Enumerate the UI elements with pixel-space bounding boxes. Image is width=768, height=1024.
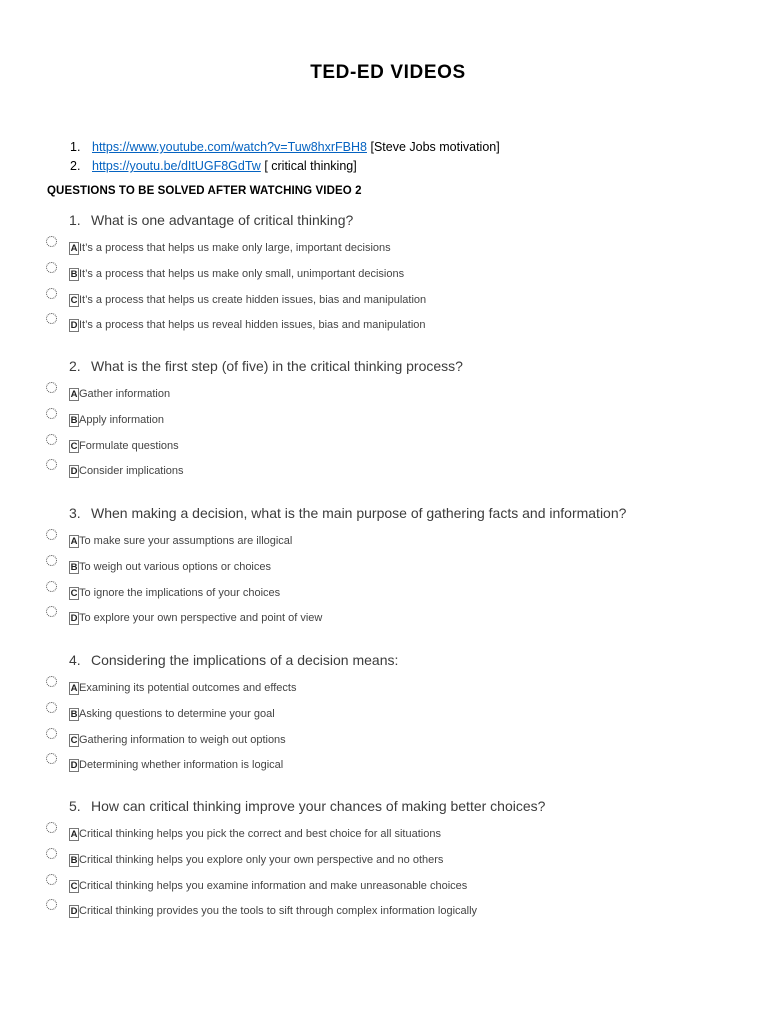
option-text: It’s a process that helps us reveal hidden issues, bias and manipulation: [79, 319, 426, 332]
option-text: Critical thinking provides you the tools to sift through complex information logically: [79, 905, 478, 918]
option-letter: B: [70, 414, 78, 426]
option-letter: A: [70, 829, 78, 840]
radio-button[interactable]: [46, 408, 57, 419]
radio-button[interactable]: [46, 581, 57, 592]
option-text: It’s a process that helps us make only large, important decisions: [79, 242, 391, 254]
video-item: [70, 157, 500, 176]
option-text: Examining its potential outcomes and effects: [79, 682, 297, 694]
option-text: Formulate questions: [79, 439, 179, 452]
option-letter: A: [70, 683, 78, 694]
question-text: 1. What is one advantage of critical thinking?: [69, 212, 354, 228]
question-2: [46, 355, 746, 493]
radio-button[interactable]: [46, 529, 57, 540]
option-letter: B: [70, 708, 78, 720]
question-text: 2. What is the first step (of five) in the critical thinking process?: [69, 358, 463, 374]
radio-button[interactable]: [46, 848, 57, 859]
option-text: Asking questions to determine your goal: [79, 707, 275, 720]
option-letter: D: [70, 906, 78, 918]
option-text: It’s a process that helps us make only small, unimportant decisions: [79, 267, 405, 280]
section-heading: QUESTIONS TO BE SOLVED AFTER WATCHING VIDEO 2: [47, 185, 362, 197]
option-letter: A: [70, 536, 78, 547]
radio-button[interactable]: [46, 753, 57, 764]
option-letter: C: [70, 440, 78, 452]
radio-button[interactable]: [46, 262, 57, 273]
question-text: 5. How can critical thinking improve your chances of making better choices?: [69, 798, 546, 814]
option-text: Apply information: [79, 413, 164, 426]
answer-option: [46, 761, 746, 787]
radio-button[interactable]: [46, 236, 57, 247]
question-5: [46, 795, 746, 933]
option-letter: D: [70, 760, 78, 772]
option-text: To ignore the implications of your choices: [79, 586, 281, 599]
video-note: [Steve Jobs motivation]: [367, 140, 500, 154]
question-text: 3. When making a decision, what is the main purpose of gathering facts and information?: [69, 505, 627, 521]
answer-option: [46, 614, 746, 640]
video-link[interactable]: https://youtu.be/dItUGF8GdTw: [92, 159, 261, 173]
option-letter: A: [70, 389, 78, 400]
question-1: [46, 209, 746, 347]
radio-button[interactable]: [46, 606, 57, 617]
radio-button[interactable]: [46, 702, 57, 713]
option-letter: B: [70, 268, 78, 280]
video-note: [ critical thinking]: [260, 159, 357, 173]
question-text: 4. Considering the implications of a decision means:: [69, 652, 399, 668]
radio-button[interactable]: [46, 899, 57, 910]
radio-button[interactable]: [46, 459, 57, 470]
option-text: To weigh out various options or choices: [79, 560, 271, 573]
option-text: Critical thinking helps you pick the correct and best choice for all situations: [79, 828, 441, 840]
radio-button[interactable]: [46, 434, 57, 445]
radio-button[interactable]: [46, 382, 57, 393]
option-text: It’s a process that helps us create hidden issues, bias and manipulation: [79, 293, 427, 306]
radio-button[interactable]: [46, 676, 57, 687]
option-letter: C: [70, 734, 78, 746]
question-4: [46, 649, 746, 787]
video-list: [70, 138, 500, 176]
answer-option: [46, 321, 746, 347]
answer-option: [46, 467, 746, 493]
answer-option: [46, 907, 746, 933]
option-letter: C: [70, 294, 78, 306]
radio-button[interactable]: [46, 313, 57, 324]
page-title: TED-ED VIDEOS: [310, 62, 466, 83]
video-number: 2.: [70, 159, 81, 173]
option-text: Critical thinking helps you explore only your own perspective and no others: [79, 853, 444, 866]
option-letter: C: [70, 880, 78, 892]
radio-button[interactable]: [46, 288, 57, 299]
option-letter: B: [70, 854, 78, 866]
option-letter: C: [70, 587, 78, 599]
option-text: Gather information: [79, 388, 171, 400]
question-3: [46, 502, 746, 640]
radio-button[interactable]: [46, 555, 57, 566]
option-text: Determining whether information is logical: [79, 759, 284, 772]
radio-button[interactable]: [46, 874, 57, 885]
option-letter: D: [70, 320, 78, 332]
option-text: To make sure your assumptions are illogical: [79, 535, 293, 547]
video-number: 1.: [70, 140, 81, 154]
option-letter: A: [70, 243, 78, 254]
option-text: Gathering information to weigh out options: [79, 733, 286, 746]
option-letter: B: [70, 561, 78, 573]
option-text: To explore your own perspective and point of view: [79, 612, 323, 625]
video-link[interactable]: https://www.youtube.com/watch?v=Tuw8hxrFBH8: [92, 140, 367, 154]
option-text: Critical thinking helps you examine information and make unreasonable choices: [79, 879, 468, 892]
radio-button[interactable]: [46, 728, 57, 739]
option-letter: D: [70, 613, 78, 625]
radio-button[interactable]: [46, 822, 57, 833]
video-item: [70, 138, 500, 157]
option-text: Consider implications: [79, 465, 184, 478]
option-letter: D: [70, 466, 78, 478]
